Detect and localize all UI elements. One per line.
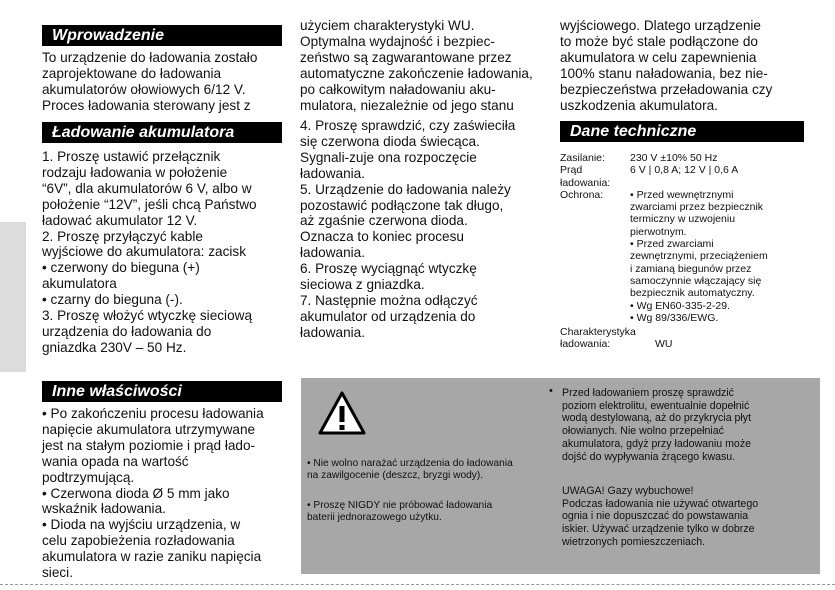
technical-data xyxy=(560,152,810,351)
intro-text-col3: wyjściowego. Dlatego urządzenie to może być stale podłączone do akumulatora w celu zapewnienia 100% stanu naładowania, bez nie- bezpieczeństwa przeładowania czy uszkodzenia akumulatora. xyxy=(560,18,773,113)
tech-value: 6 V | 0,8 A; 12 V | 0,6 A xyxy=(630,164,739,177)
tech-value: • Przed wewnętrznymi zwarciami przez bezpiecznik termiczny w uzwojeniu pierwotnym. • Przed zwarciami zewnętrznymi, przeciążeniem i zamianą biegunów przez samoczynnie włączający się bezpiecznik automatyczny. • Wg EN60-335-2-29. • Wg 89/336/EWG. xyxy=(630,188,768,324)
tech-label: Zasilanie: xyxy=(560,152,605,164)
intro-text-col1: To urządzenie do ładowania zostało zaprojektowane do ładowania akumulatorów ołowiowych 6/12 V. Proces ładowania sterowany jest z xyxy=(42,50,258,113)
tech-row-characteristic xyxy=(560,326,810,351)
tech-row-current xyxy=(560,164,810,189)
charging-text-col2: 4. Proszę sprawdzić, czy zaświeciła się czerwona dioda świecąca. Sygnali-zuje ona rozpoczęcie ładowania. 5. Urządzenie do ładowania należy pozostawić podłączone tak długo, aż zgaśnie czerwona dioda. Oznacza to koniec procesu ładowania. 6. Proszę wyciągnąć wtyczkę sieciowa z gniazdka. 7. Następnie można odłączyć akumulator od urządzenia do ładowania. xyxy=(300,118,516,340)
tech-value: WU xyxy=(655,338,673,351)
tech-value: 230 V ±10% 50 Hz xyxy=(630,152,718,164)
warning-box xyxy=(301,378,820,574)
tech-row-power xyxy=(560,152,810,164)
side-tab xyxy=(0,222,26,372)
charging-text-col1: 1. Proszę ustawić przełącznik rodzaju ładowania w położenie “6V”, dla akumulatorów 6 V, albo w położenie “12V”, jeśli chcą Państwo ładować akumulator 12 V. 2. Proszę przyłączyć kable wyjściowe do akumulatora: zacisk • czerwony do bieguna (+) akumulatora • czarny do bieguna (-). 3. Proszę włożyć wtyczkę sieciową urządzenia do ładowania do gniazdka 230V – 50 Hz. xyxy=(42,149,257,355)
section-heading-other: Inne właściwości xyxy=(42,381,282,402)
section-heading-charging: Ładowanie akumulatora xyxy=(42,122,282,143)
section-heading-technical: Dane techniczne xyxy=(560,121,804,142)
page-bottom-rule xyxy=(0,584,835,587)
section-heading-intro: Wprowadzenie xyxy=(42,25,282,46)
other-text: • Po zakończeniu procesu ładowania napięcie akumulatora utrzymywane jest na stałym poziomie i prąd łado- wania opada na wartość podtrzymującą. • Czerwona dioda Ø 5 mm jako wskaźnik ładowania. • Dioda na wyjściu urządzenia, w celu zapobieżenia rozładowania akumulatora w razie zaniku napięcia sieci. xyxy=(42,406,264,581)
warning-text-1: • Nie wolno narażać urządzenia do ładowania na zawilgocenie (deszcz, bryzgi wody). xyxy=(307,458,513,482)
warning-text-3: Przed ładowaniem proszę sprawdzić poziom elektrolitu, ewentualnie dopełnić wodą destylowaną, aż do przykrycia płyt ołowianych. Nie wolno przepełniać akumulatora, gdyż przy ładowaniu może dojść do wypływania żrącego kwasu. xyxy=(562,387,752,463)
tech-label: Ochrona: xyxy=(560,188,604,201)
tech-label: Charakterystyka ładowania: xyxy=(560,326,636,351)
tech-row-protection xyxy=(560,189,810,324)
warning-right-bullet: • xyxy=(549,385,553,397)
intro-text-col2: użyciem charakterystyki WU. Optymalna wydajność i bezpiec- zeństwo są zagwarantowane przez automatyczne zakończenie ładowania, po całkowitym naładowaniu aku- mulatora, niezależnie od jego stanu xyxy=(300,18,533,113)
warning-triangle-icon xyxy=(317,390,367,436)
warning-text-2: • Proszę NIGDY nie próbować ładowania baterii jednorazowego użytku. xyxy=(307,500,493,524)
warning-text-4: UWAGA! Gazy wybuchowe! Podczas ładowania nie używać otwartego ognia i nie dopuszczać do powstawania iskier. Używać urządzenie tylko w dobrze wietrzonych pomieszczeniach. xyxy=(562,485,759,548)
tech-label: Prąd ładowania: xyxy=(560,164,611,189)
